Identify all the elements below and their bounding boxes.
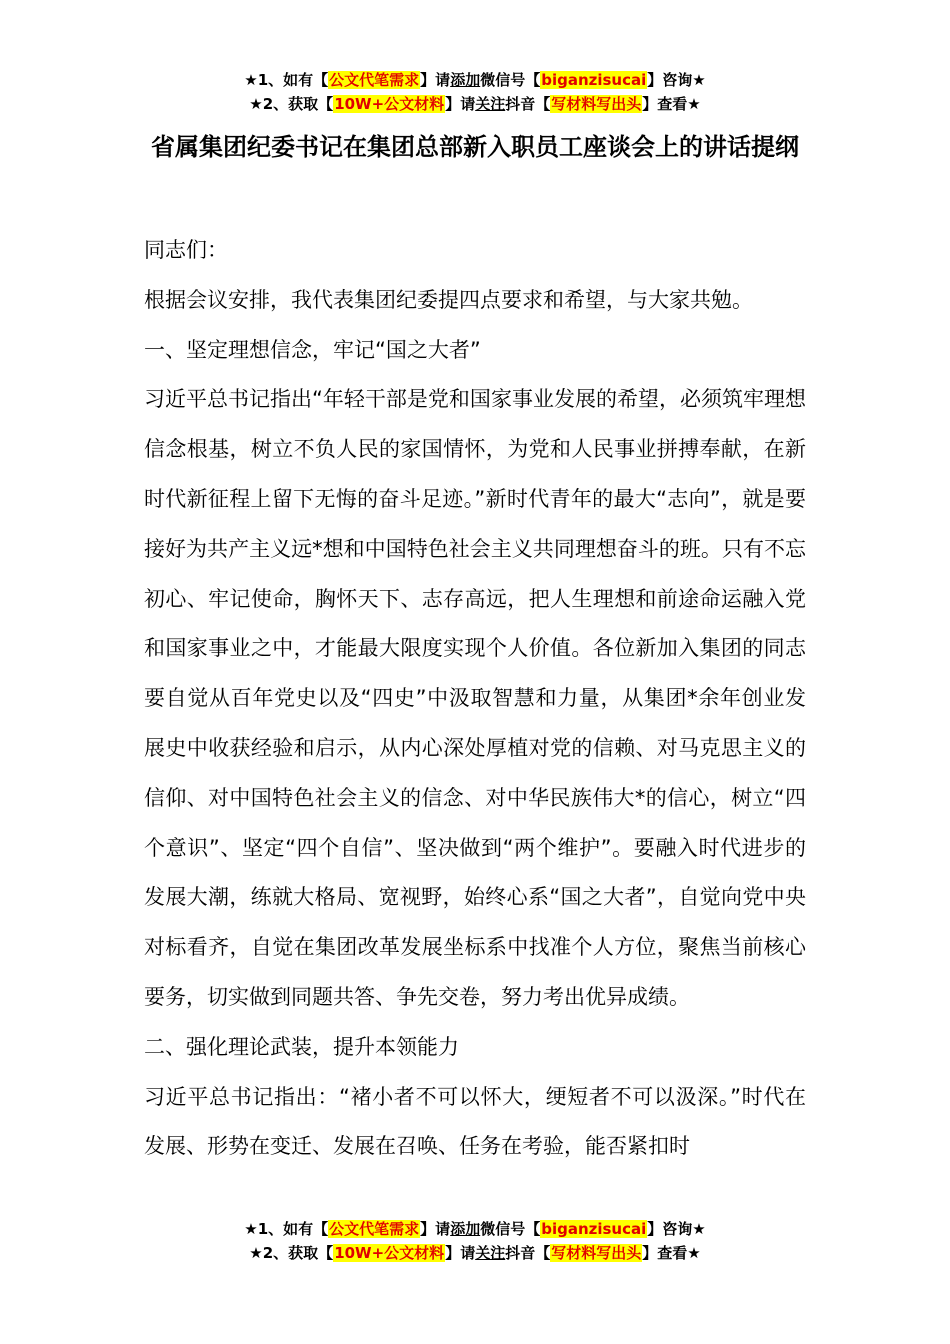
banner-underline: 添加	[450, 71, 481, 89]
banner-highlight: biganzisucai	[541, 1220, 647, 1238]
banner-text: ★2、获取【	[249, 95, 334, 113]
top-banner	[0, 68, 950, 116]
banner-text: 微信号【	[480, 71, 541, 89]
banner-highlight: 公文代笔需求	[329, 71, 420, 89]
banner-text: ★1、如有【	[244, 71, 329, 89]
banner-underline: 添加	[450, 1220, 481, 1238]
banner-text: ★2、获取【	[249, 1244, 334, 1262]
body-paragraph: 习近平总书记指出“年轻干部是党和国家事业发展的希望，必须筑牢理想信念根基，树立不负人民的家国情怀，为党和人民事业拼搏奉献，在新时代新征程上留下无悔的奋斗足迹。”新时代青年的最大“志向”，就是要接好为共产主义远*想和中国特色社会主义共同理想奋斗的班。只有不忘初心、牢记使命，胸怀天下、志存高远，把人生理想和前途命运融入党和国家事业之中，才能最大限度实现个人价值。各位新加入集团的同志要自觉从百年党史以及“四史”中汲取智慧和力量，从集团*余年创业发展史中收获经验和启示，从内心深处厚植对党的信赖、对马克思主义的信仰、对中国特色社会主义的信念、对中华民族伟大*的信心，树立“四个意识”、坚定“四个自信”、坚决做到“两个维护”。要融入时代进步的发展大潮，练就大格局、宽视野，始终心系“国之大者”，自觉向党中央对标看齐，自觉在集团改革发展坐标系中找准个人方位，聚焦当前核心要务，切实做到同题共答、争先交卷，努力考出优异成绩。	[144, 387, 806, 1009]
banner-text: 抖音【	[505, 95, 551, 113]
intro-paragraph: 根据会议安排，我代表集团纪委提四点要求和希望，与大家共勉。	[144, 287, 753, 312]
banner-highlight: 写材料写出头	[551, 1244, 642, 1262]
body-paragraph: 习近平总书记指出：“褚小者不可以怀大，绠短者不可以汲深。”时代在发展、形势在变迁、发展在召唤、任务在考验，能否紧扣时	[144, 1084, 806, 1159]
banner-underline: 关注	[475, 1244, 506, 1262]
document-title: 省属集团纪委书记在集团总部新入职员工座谈会上的讲话提纲	[151, 133, 799, 161]
banner-highlight: biganzisucai	[541, 71, 647, 89]
banner-text: ★1、如有【	[244, 1220, 329, 1238]
banner-highlight: 公文代笔需求	[329, 1220, 420, 1238]
banner-text: 】请	[420, 1220, 451, 1238]
bottom-banner	[0, 1217, 950, 1265]
banner-highlight: 10W+公文材料	[334, 95, 445, 113]
banner-highlight: 10W+公文材料	[334, 1244, 445, 1262]
banner-line-2	[0, 92, 950, 116]
banner-underline: 关注	[475, 95, 506, 113]
banner-text: 】请	[445, 95, 476, 113]
document-body	[144, 226, 806, 1172]
banner-text: 】请	[420, 71, 451, 89]
banner-text: 】咨询★	[647, 1220, 706, 1238]
banner-text: 】请	[445, 1244, 476, 1262]
banner-text: 】咨询★	[647, 71, 706, 89]
banner-highlight: 写材料写出头	[551, 95, 642, 113]
banner-text: 微信号【	[480, 1220, 541, 1238]
section-heading-2: 二、强化理论武装，提升本领能力	[144, 1034, 459, 1059]
banner-line-2	[0, 1241, 950, 1265]
section-heading-1: 一、坚定理想信念，牢记“国之大者”	[144, 337, 481, 362]
banner-text: 】查看★	[642, 1244, 701, 1262]
banner-line-1	[0, 1217, 950, 1241]
banner-text: 】查看★	[642, 95, 701, 113]
salutation: 同志们：	[144, 238, 228, 262]
banner-line-1	[0, 68, 950, 92]
banner-text: 抖音【	[505, 1244, 551, 1262]
